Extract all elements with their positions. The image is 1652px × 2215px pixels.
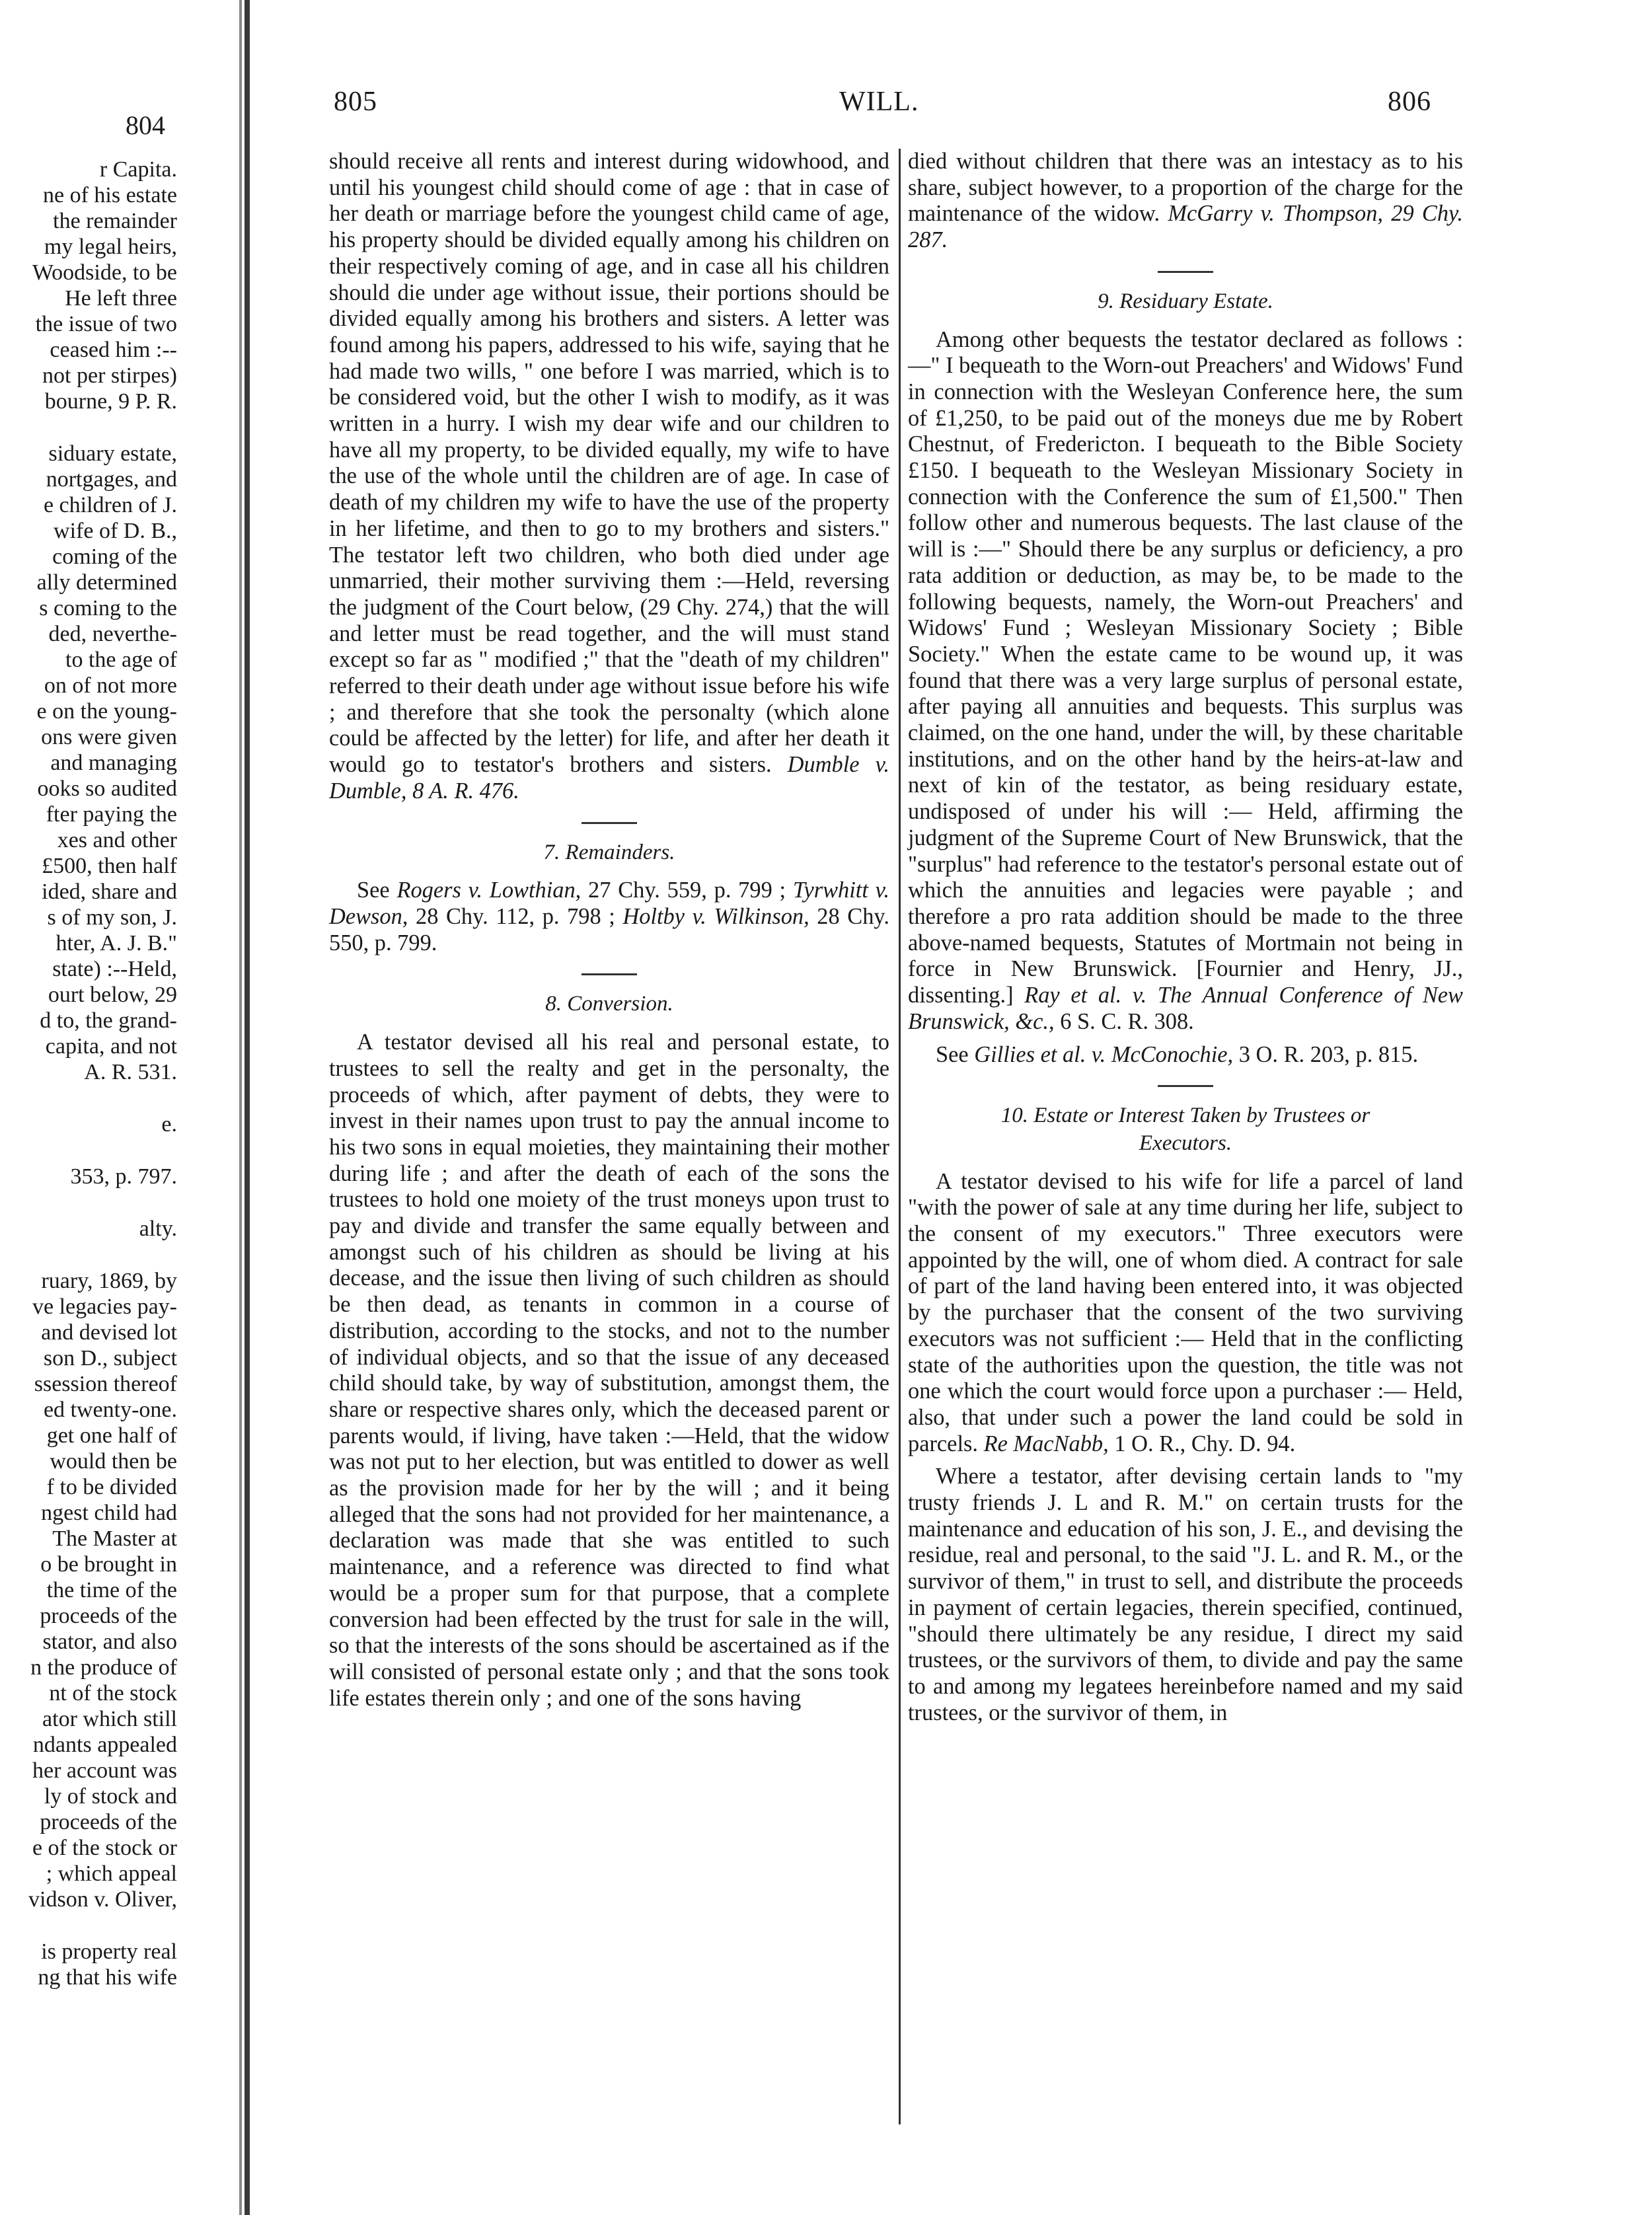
previous-page-line: ided, share and [42, 880, 177, 904]
text: 28 Chy. 112, p. 798 ; [416, 903, 615, 929]
case-citation: Tyrwhitt v. Dewson, [329, 878, 889, 929]
page-gutter [244, 0, 250, 2215]
case-citation: Holtby v. Wilkinson, [622, 903, 809, 929]
previous-page-line: ly of stock and [44, 1784, 177, 1809]
previous-page-line: alty. [139, 1217, 177, 1241]
previous-page-line: ourt below, 29 [48, 983, 177, 1007]
previous-page-line: capita, and not [45, 1034, 177, 1059]
previous-page-line: and devised lot [41, 1320, 177, 1345]
previous-page-line: n the produce of [30, 1655, 177, 1680]
previous-page-line: coming of the [52, 544, 177, 569]
case-citation: Rogers v. Lowthian, [396, 878, 582, 903]
previous-page-line: the time of the [46, 1578, 177, 1602]
previous-page-line: Woodside, to be [32, 260, 177, 285]
previous-page-line: ndants appealed [32, 1733, 177, 1757]
previous-page-line: not per stirpes) [42, 363, 177, 388]
section-heading-cont: Executors. [1139, 1131, 1232, 1155]
previous-page-line: ooks so audited [37, 776, 177, 801]
text: 3 O. R. 203, p. 815. [1238, 1041, 1419, 1067]
text: 27 Chy. 559, p. 799 ; [588, 878, 786, 903]
previous-page-line: fter paying the [46, 802, 177, 827]
paragraph [908, 327, 1463, 1035]
line-gap [0, 414, 177, 441]
previous-page-fragment [0, 112, 177, 1990]
section-heading: 10. Estate or Interest Taken by Trustees or [1000, 1104, 1370, 1128]
text: Among other bequests the testator declared as follows :—" I bequeath to the Worn-out Preachers' and Widows' Fund in connection with the Wesleyan Conference here, the sum of £1,250, to be paid out of the moneys due me by Robert Chestnut, of Fredericton. I bequeath to the Bible Society £150. I bequeath to the Wesleyan Missionary Society in connection with the Conference the sum of £1,500." Then follow other and numerous bequests. The last clause of the will is :—" Should there be any surplus or deficiency, a pro rata addition or deduction, as may be, to be made to the following bequests, namely, the Worn-out Preachers' and Widows' Fund ; Wesleyan Missionary Society ; Bible Society." When the estate came to be wound up, it was found that there was a very large surplus of personal estate, after paying all annuities and bequests. This surplus was claimed, on the one hand, under the will, by these charitable institutions, and on the other hand by the heirs-at-law and next of kin of the testator, as being residuary estate, undisposed of under his will :— Held, affirming the judgment of the Supreme Court of New Brunswick, that the "surplus" had reference to the testator's personal estate out of which the annuities and legacies were payable ; and therefore a pro rata addition should be made to the three above-named bequests, Statutes of Mortmain not being in force in New Brunswick. [Fournier and Henry, JJ., dissenting.] [908, 326, 1463, 1008]
previous-page-line: state) :--Held, [52, 957, 177, 981]
previous-page-line: her account was [32, 1758, 177, 1783]
previous-page-line: ruary, 1869, by [41, 1269, 177, 1293]
previous-page-line: e. [161, 1112, 177, 1137]
paragraph: Where a testator, after devising certain lands to "my trusty friends J. L and R. M." on certain trusts for the maintenance and education of his son, J. E., and devising the residue, real and personal, to the said "J. L. and R. M., or the survivor of them," in trust to sell, and distribute the proceeds in payment of certain legacies, therein specified, continued, "should there ultimately be any residue, I direct my said trustees, or the survivors of them, to divide and pay the same to and among my legatees hereinbefore named and my said trustees, or the survivor of them, in [908, 1464, 1463, 1725]
previous-page-line: bourne, 9 P. R. [44, 389, 177, 414]
text: See [936, 1041, 969, 1067]
paragraph [329, 149, 889, 805]
line-gap [0, 1242, 177, 1268]
previous-page-line: o be brought in [40, 1552, 177, 1577]
previous-page-line: ceased him :-- [50, 338, 177, 362]
previous-page-line: the remainder [53, 209, 177, 233]
previous-page-line: ng that his wife [38, 1965, 177, 1990]
previous-page-line: stator, and also [42, 1630, 177, 1654]
line-gap [0, 1085, 177, 1111]
paragraph [908, 1042, 1463, 1069]
previous-page-line: son D., subject [43, 1346, 177, 1370]
previous-page-line: my legal heirs, [44, 235, 177, 259]
case-citation: McGarry v. Thompson, 29 Chy. 287. [908, 201, 1463, 253]
previous-page-line: would then be [50, 1449, 177, 1474]
right-page-number: 806 [1388, 87, 1431, 117]
text: 6 S. C. R. 308. [1060, 1008, 1194, 1034]
section-heading: 7. Remainders. [543, 840, 675, 864]
line-gap [0, 1189, 177, 1216]
previous-page-line: s coming to the [39, 596, 177, 620]
previous-page-line: 353, p. 797. [70, 1164, 177, 1189]
previous-page-line: xes and other [57, 828, 177, 852]
page-gutter-shadow [239, 0, 242, 2215]
left-page-number: 805 [334, 87, 377, 117]
line-gap [0, 1137, 177, 1164]
previous-page-line: e of the stock or [32, 1836, 177, 1860]
text: A testator devised to his wife for life a parcel of land "with the power of sale at any time during her life, subject to the consent of my executors." Three executors were appointed by the will, one of whom died. A contract for sale of part of the land having been entered into, it was objected by the purchaser that the consent of the two surviving executors was not sufficient :— Held that in the conflicting state of the authorities upon the question, the title was not one which the court would force upon a purchaser :— Held, also, that under such a power the land could be sold in parcels. [908, 1168, 1463, 1456]
previous-page-line: ded, neverthe- [48, 622, 177, 646]
text: 28 Chy. 550, p. 799. [329, 903, 889, 956]
previous-page-line: siduary estate, [48, 441, 177, 466]
section-rule [1158, 1085, 1213, 1087]
previous-page-line: £500, then half [42, 854, 177, 878]
previous-page-line: nortgages, and [46, 467, 177, 492]
paragraph [908, 149, 1463, 254]
right-column [908, 149, 1463, 1726]
section-rule [582, 973, 637, 975]
previous-page-line: f to be divided [46, 1475, 177, 1499]
previous-page-line: ne of his estate [43, 183, 177, 207]
previous-page-line: ; which appeal [46, 1861, 177, 1886]
previous-page-line: A. R. 531. [84, 1060, 177, 1084]
previous-page-line: ed twenty-one. [43, 1398, 177, 1422]
paragraph-text: should receive all rents and interest during widowhood, and until his youngest child should come of age : that in case of her death or marriage before the youngest child came of age, his property should be divided equally among his children on their respectively coming of age, and in case all his children should die under age without issue, their portions should be divided equally among his brothers and sisters. A letter was found among his papers, addressed to his wife, saying that he had made two wills, " one before I was married, which is to be considered void, but the other I wish to modify, as it was written in a hurry. I wish my dear wife and our children to have all my property, to be divided equally, my wife to have the use of the whole until the children are of age. In case of death of my children my wife to have the use of the property in her lifetime, and then to go to my brothers and sisters." The testator left two children, who both died under age unmarried, their mother surviving them :—Held, reversing the judgment of the Court below, (29 Chy. 274,) that the will and letter must be read together, and the will must stand except so far as " modified ;" that the "death of my children" referred to their death under age without issue before his wife ; and therefore that she took the personalty (which alone could be affected by the letter) for life, and after her death it would go to testator's brothers and sisters. [329, 149, 889, 778]
previous-page-line: on of not more [44, 673, 177, 698]
previous-page-line: proceeds of the [40, 1810, 177, 1834]
previous-page-line: r Capita. [99, 157, 177, 182]
case-citation: Ray et al. v. The Annual Conference of New Brunswick, &c., [908, 983, 1463, 1034]
previous-page-line: wife of D. B., [54, 519, 177, 543]
text: 1 O. R., Chy. D. 94. [1114, 1431, 1296, 1456]
previous-page-line: ssession thereof [34, 1372, 177, 1396]
previous-page-line: nt of the stock [49, 1681, 177, 1706]
paragraph: A testator devised all his real and personal estate, to trustees to sell the realty and get in the personalty, the proceeds of which, after payment of debts, they were to invest in their names upon trust to pay the annual income to his two sons in equal moieties, they maintaining their mother during life ; and after the death of each of the sons the trustees to hold one moiety of the trust moneys upon trust to pay and divide and transfer the same equally between and amongst such of his children as should be living at his decease, and the issue then living of such children as should be then dead, as tenants in common in a course of distribution, according to the stocks, and not to the number of individual objects, and so that the issue of any deceased child should take, by way of substitution, amongst them, the share or respective shares only, which the deceased parent or parents would, if living, have taken :—Held, that the widow was not put to her election, but was entitled to dower as well as the provision made for her by the will ; and it being alleged that the sons had not provided for her maintenance, a declaration was made that she was entitled to such maintenance, and a reference was directed to find what would be a proper sum for that purpose, that a complete conversion had been effected by the trust for sale in the will, so that the interests of the sons should be ascertained as if the will consisted of personal estate only ; and that the sons took life estates therein only ; and one of the sons having [329, 1030, 889, 1711]
previous-page-line: to the age of [65, 648, 177, 672]
case-citation: Re MacNabb, [983, 1431, 1109, 1456]
previous-page-line: ator which still [42, 1707, 177, 1731]
previous-page-line: ve legacies pay- [32, 1295, 177, 1319]
section-rule [582, 822, 637, 824]
running-title: WILL. [839, 87, 919, 117]
case-citation: Dumble v. Dumble, 8 A. R. 476. [329, 752, 889, 804]
previous-page-line: ngest child had [41, 1501, 177, 1525]
previous-page-line: ally determined [36, 570, 177, 595]
previous-page-lines [0, 157, 177, 1990]
previous-page-line: proceeds of the [40, 1604, 177, 1628]
previous-page-line: and managing [50, 751, 177, 775]
section-rule [1158, 271, 1213, 273]
previous-page-line: d to, the grand- [40, 1008, 177, 1033]
line-gap [0, 1912, 177, 1939]
previous-page-line: get one half of [46, 1423, 177, 1448]
section-heading: 8. Conversion. [545, 992, 673, 1016]
previous-page-number: 804 [126, 112, 165, 140]
previous-page-line: is property real [41, 1939, 177, 1964]
previous-page-line: ons were given [41, 725, 177, 749]
previous-page-line: s of my son, J. [47, 905, 177, 930]
text: See [357, 878, 390, 903]
left-column [329, 149, 889, 1711]
previous-page-line: vidson v. Oliver, [28, 1887, 177, 1912]
case-citation: Gillies et al. v. McConochie, [974, 1041, 1234, 1067]
previous-page-line: the issue of two [35, 312, 177, 336]
previous-page-line: The Master at [52, 1526, 177, 1551]
previous-page-line: hter, A. J. B." [56, 931, 177, 956]
section-heading: 9. Residuary Estate. [1098, 289, 1273, 313]
paragraph [908, 1169, 1463, 1458]
previous-page-line: e children of J. [43, 493, 177, 517]
previous-page-line: He left three [65, 286, 177, 311]
text: died without children that there was an intestacy as to his share, subject however, to a proportion of the charge for the maintenance of the widow. [908, 149, 1463, 227]
column-divider [899, 149, 901, 2124]
previous-page-line: e on the young- [36, 699, 177, 724]
paragraph [329, 878, 889, 956]
